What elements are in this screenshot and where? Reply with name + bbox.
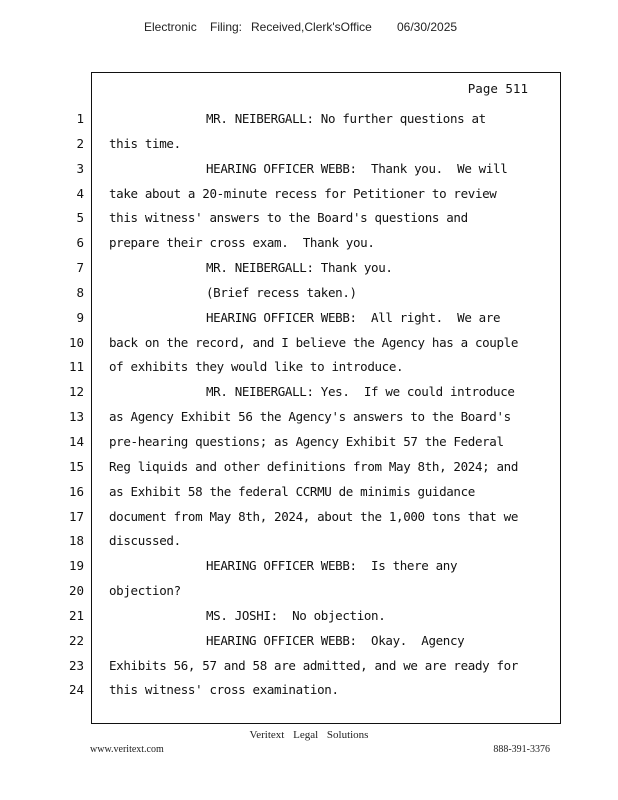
- transcript-line: [0, 629, 618, 654]
- line-number: 14: [68, 433, 84, 449]
- filing-stamp-received: Received,Clerk'sOffice: [251, 20, 372, 34]
- line-number: 12: [68, 384, 84, 400]
- line-text: as Exhibit 58 the federal CCRMU de minimis guidance: [109, 483, 475, 499]
- line-text: HEARING OFFICER WEBB: Thank you. We will: [206, 160, 508, 176]
- line-text: discussed.: [109, 533, 181, 549]
- transcript-line: [0, 132, 618, 157]
- footer-company: Veritext Legal Solutions: [249, 729, 369, 741]
- transcript-body: [0, 107, 618, 703]
- transcript-line: [0, 579, 618, 604]
- transcript-line: [0, 206, 618, 231]
- line-number: 21: [68, 607, 84, 623]
- transcript-line: [0, 256, 618, 281]
- line-text: this witness' answers to the Board's questions and: [109, 210, 468, 226]
- line-text: of exhibits they would like to introduce.: [109, 359, 404, 375]
- line-text: objection?: [109, 583, 181, 599]
- transcript-line: [0, 430, 618, 455]
- line-text: pre-hearing questions; as Agency Exhibit 57 the Federal: [109, 433, 504, 449]
- line-number: 2: [76, 135, 84, 151]
- line-text: MR. NEIBERGALL: No further questions at: [206, 111, 486, 126]
- line-number: 9: [76, 309, 84, 325]
- page-number: Page 511: [467, 81, 528, 96]
- transcript-line: [0, 281, 618, 306]
- line-text: prepare their cross exam. Thank you.: [109, 235, 375, 251]
- filing-stamp: [0, 20, 618, 36]
- line-number: 7: [76, 260, 84, 276]
- line-text: this witness' cross examination.: [109, 682, 339, 698]
- filing-stamp-electronic: Electronic: [144, 20, 197, 34]
- line-text: MS. JOSHI: No objection.: [206, 607, 386, 623]
- transcript-line: [0, 231, 618, 256]
- transcript-line: [0, 654, 618, 679]
- transcript-line: [0, 182, 618, 207]
- filing-stamp-date: 06/30/2025: [397, 20, 458, 34]
- line-text: HEARING OFFICER WEBB: All right. We are: [206, 309, 501, 325]
- transcript-line: [0, 380, 618, 405]
- line-number: 15: [68, 458, 84, 474]
- line-number: 24: [68, 682, 84, 698]
- transcript-line: [0, 405, 618, 430]
- line-text: MR. NEIBERGALL: Yes. If we could introduce: [206, 384, 515, 400]
- line-text: HEARING OFFICER WEBB: Is there any: [206, 558, 458, 574]
- transcript-line: [0, 505, 618, 530]
- line-number: 17: [68, 508, 84, 524]
- line-text: as Agency Exhibit 56 the Agency's answers to the Board's: [109, 409, 511, 425]
- line-number: 20: [68, 583, 84, 599]
- line-number: 18: [68, 533, 84, 549]
- transcript-line: [0, 554, 618, 579]
- footer-phone: 888-391-3376: [493, 744, 550, 755]
- line-text: MR. NEIBERGALL: Thank you.: [206, 260, 393, 276]
- line-text: Reg liquids and other definitions from May 8th, 2024; and: [109, 458, 519, 474]
- transcript-line: [0, 355, 618, 380]
- line-number: 6: [76, 235, 84, 251]
- line-number: 16: [68, 483, 84, 499]
- line-number: 13: [68, 409, 84, 425]
- transcript-line: [0, 529, 618, 554]
- line-number: 22: [68, 632, 84, 648]
- transcript-line: [0, 306, 618, 331]
- line-number: 4: [76, 185, 84, 201]
- line-number: 5: [76, 210, 84, 226]
- line-text: take about a 20-minute recess for Petitioner to review: [109, 185, 497, 201]
- line-number: 19: [68, 558, 84, 574]
- line-text: back on the record, and I believe the Agency has a couple: [109, 334, 519, 350]
- line-text: document from May 8th, 2024, about the 1,000 tons that we: [109, 508, 519, 524]
- line-text: this time.: [109, 135, 181, 151]
- line-number: 3: [76, 160, 84, 176]
- line-text: (Brief recess taken.): [206, 284, 357, 300]
- line-text: HEARING OFFICER WEBB: Okay. Agency: [206, 632, 465, 648]
- footer-website: www.veritext.com: [90, 744, 164, 755]
- transcript-line: [0, 604, 618, 629]
- line-number: 1: [76, 111, 84, 126]
- line-number: 11: [68, 359, 84, 375]
- line-number: 8: [76, 284, 84, 300]
- line-number: 10: [68, 334, 84, 350]
- transcript-line: [0, 678, 618, 703]
- transcript-line: [0, 455, 618, 480]
- filing-stamp-filing: Filing:: [210, 20, 243, 34]
- transcript-line: [0, 331, 618, 356]
- line-text: Exhibits 56, 57 and 58 are admitted, and we are ready for: [109, 657, 519, 673]
- transcript-line: [0, 480, 618, 505]
- transcript-line: [0, 157, 618, 182]
- transcript-line: [0, 107, 618, 132]
- line-number: 23: [68, 657, 84, 673]
